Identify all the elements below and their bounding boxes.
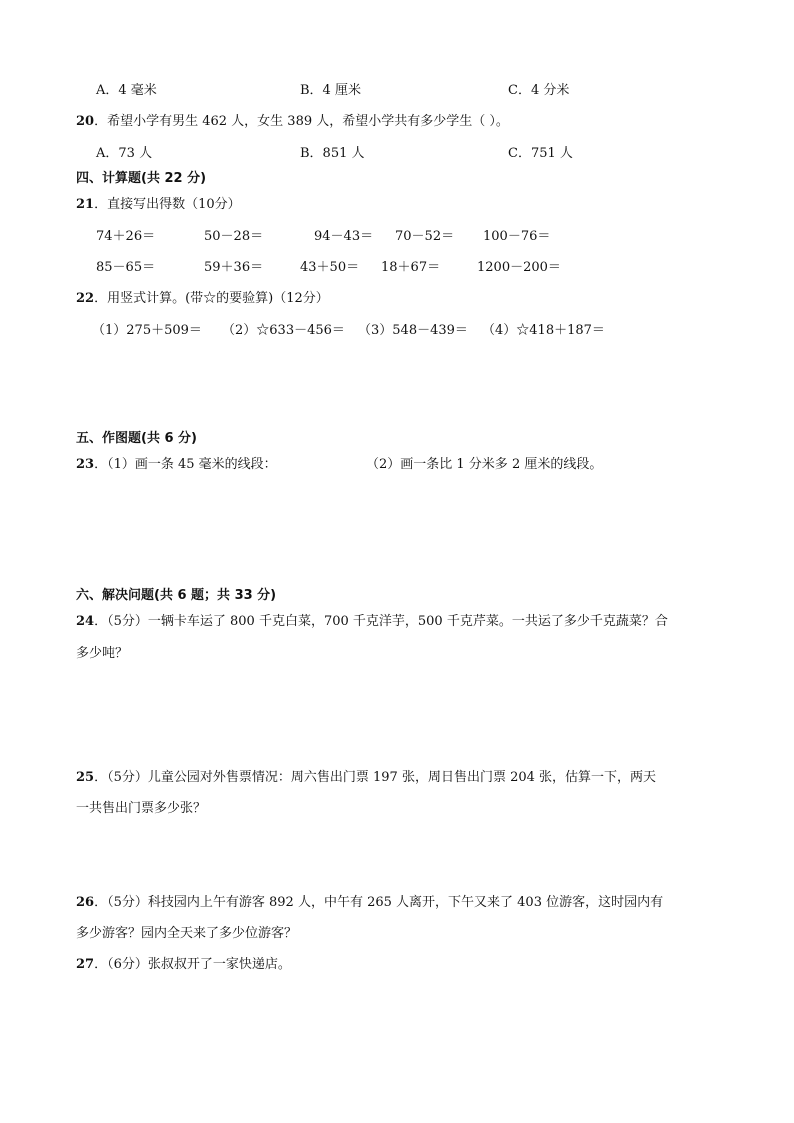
q21-calc: 74＋26＝ <box>96 229 156 244</box>
question-number: 23 <box>76 457 95 472</box>
q21-calc: 50－28＝ <box>204 229 264 244</box>
question-23 <box>76 456 277 474</box>
q20-option-b: B．851 人 <box>300 146 365 161</box>
question-number: 21 <box>76 197 95 212</box>
question-number: 20 <box>76 114 95 129</box>
question-number: 22 <box>76 291 95 306</box>
question-text: ．（1）画一条 45 毫米的线段： <box>94 457 277 472</box>
question-number: 26 <box>76 895 95 910</box>
question-22 <box>76 290 329 308</box>
q19-option-b: B．4 厘米 <box>300 83 361 98</box>
question-25 <box>76 769 656 787</box>
q19-option-c: C．4 分米 <box>508 83 570 98</box>
q22-item: （1）275＋509＝ <box>92 323 202 338</box>
question-26-continuation: 多少游客？园内全天来了多少位游客？ <box>76 926 298 941</box>
q19-option-a: A．4 毫米 <box>96 83 157 98</box>
question-text: ．（5分）一辆卡车运了 800 千克白菜，700 千克洋芋，500 千克芹菜。一共运了多少千克蔬菜？合 <box>94 614 668 629</box>
question-text: ．希望小学有男生 462 人，女生 389 人，希望小学共有多少学生（ ）。 <box>94 114 509 129</box>
q21-calc: 85－65＝ <box>96 260 156 275</box>
question-number: 24 <box>76 614 95 629</box>
question-text: ．直接写出得数（10分） <box>94 197 241 212</box>
section-5-heading: 五、作图题(共 6 分) <box>76 431 197 446</box>
q21-calc: 100－76＝ <box>483 229 551 244</box>
question-number: 27 <box>76 957 95 972</box>
question-24 <box>76 613 668 631</box>
q21-calc: 1200－200＝ <box>477 260 561 275</box>
q21-calc: 70－52＝ <box>395 229 455 244</box>
question-26 <box>76 894 663 912</box>
question-text: ．（5分）科技园内上午有游客 892 人，中午有 265 人离开，下午又来了 403 位游客，这时园内有 <box>94 895 664 910</box>
question-24-continuation: 多少吨？ <box>76 646 129 661</box>
q21-calc: 59＋36＝ <box>204 260 264 275</box>
question-27 <box>76 956 291 974</box>
question-text: ．（5分）儿童公园对外售票情况：周六售出门票 197 张，周日售出门票 204 张，估算一下，两天 <box>94 770 657 785</box>
section-6-heading: 六、解决问题(共 6 题；共 33 分) <box>76 588 277 603</box>
question-23-part-2: （2）画一条比 1 分米多 2 厘米的线段。 <box>366 457 603 472</box>
question-number: 25 <box>76 770 95 785</box>
question-20 <box>76 113 509 131</box>
q21-calc: 18＋67＝ <box>381 260 441 275</box>
question-text: ．用竖式计算。(带☆的要验算)（12分） <box>94 291 329 306</box>
q22-item: （3）548－439＝ <box>358 323 468 338</box>
q21-calc: 43＋50＝ <box>300 260 360 275</box>
question-21 <box>76 196 241 214</box>
q20-option-a: A．73 人 <box>96 146 153 161</box>
q22-item: （4）☆418＋187＝ <box>482 323 605 338</box>
q21-calc: 94－43＝ <box>314 229 374 244</box>
question-25-continuation: 一共售出门票多少张？ <box>76 801 207 816</box>
section-4-heading: 四、计算题(共 22 分) <box>76 171 207 186</box>
q22-item: （2）☆633－456＝ <box>222 323 345 338</box>
q20-option-c: C．751 人 <box>508 146 573 161</box>
question-text: ．（6分）张叔叔开了一家快递店。 <box>94 957 291 972</box>
